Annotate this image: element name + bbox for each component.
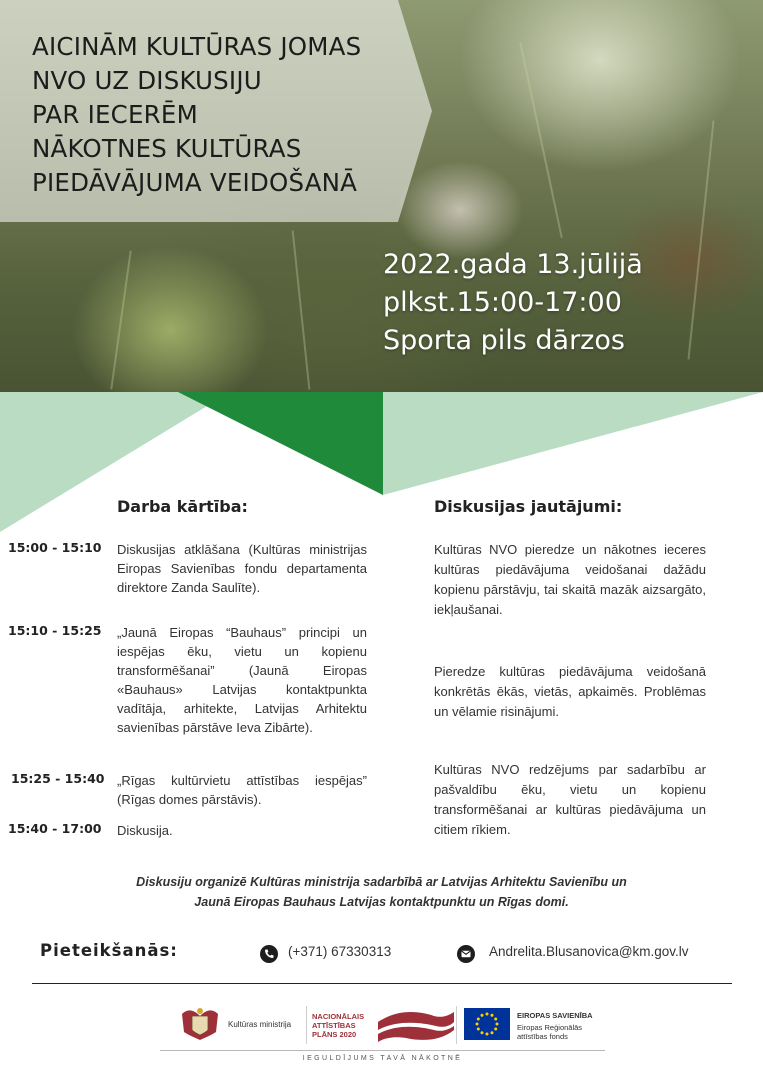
- organizer-line: Jaunā Eiropas Bauhaus Latvijas kontaktpunktu un Rīgas domi.: [194, 895, 569, 909]
- title-line: AICINĀM KULTŪRAS JOMAS: [32, 32, 362, 61]
- agenda-heading: Darba kārtība:: [117, 497, 248, 516]
- agenda-text: Diskusijas atklāšana (Kultūras ministrijas Eiropas Savienības fondu departamenta direktore Zanda Saulīte).: [117, 542, 367, 595]
- agenda-time: 15:10 - 15:25: [8, 623, 102, 638]
- event-time: plkst.15:00-17:00: [383, 287, 622, 318]
- logo-separator: [306, 1006, 307, 1044]
- mail-icon: [457, 945, 475, 963]
- question-item: Kultūras NVO pieredze un nākotnes ieceres kultūras piedāvājuma veidošanai dažādu kopienu pārstāvju, tai skaitā mazāk aizsargāto, iekļaušanai.: [434, 542, 706, 617]
- agenda-text: „Rīgas kultūrvietu attīstības iespējas” (Rīgas domes pārstāvis).: [117, 773, 367, 807]
- light-green-shape-right: [383, 392, 763, 495]
- coat-of-arms-icon: [178, 1006, 222, 1042]
- eu-flag-icon: [464, 1008, 510, 1040]
- eu-logo-subtitle: [517, 1023, 582, 1041]
- nap-line: PLĀNS 2020: [312, 1030, 357, 1039]
- phone-icon-glyph: [260, 945, 278, 963]
- hero-photo: [0, 0, 763, 392]
- funding-logos: [172, 1000, 607, 1060]
- agenda-text: „Jaunā Eiropas “Bauhaus” principi un iespējas ēku, vietu un kopienu transformēšanai” (Jaunā Eiropas «Bauhaus» Latvijas kontaktpunkta vadītāja, arhitekte, Latvijas Arhitektu savienības pārstāve Ieva Zibārte).: [117, 625, 367, 735]
- organizer-line: Diskusiju organizē Kultūras ministrija sadarbībā ar Latvijas Arhitektu Savienību un: [136, 875, 627, 889]
- eu-sub-line: attīstības fonds: [517, 1032, 568, 1041]
- title-line: PAR IECERĒM: [32, 100, 198, 129]
- nap-line: ATTĪSTĪBAS: [312, 1021, 356, 1030]
- photo-detail: [110, 251, 131, 390]
- ministry-logo-text: Kultūras ministrija: [228, 1020, 292, 1029]
- title-line: NVO UZ DISKUSIJU: [32, 66, 262, 95]
- event-details: [383, 246, 643, 360]
- footer-divider: [160, 1050, 605, 1051]
- decorative-band: [0, 392, 763, 542]
- organizer-note: [60, 872, 703, 912]
- photo-detail: [292, 230, 311, 389]
- logo-separator: [456, 1006, 457, 1044]
- email-link[interactable]: Andrelita.Blusanovica@km.gov.lv: [489, 944, 689, 959]
- event-date: 2022.gada 13.jūlijā: [383, 249, 643, 280]
- question-item: Kultūras NVO redzējums par sadarbību ar pašvaldību ēku, vietu un kopienu transformēšanai ar kultūras piedāvājuma un citiem rīkiem.: [434, 762, 706, 837]
- latvian-flag-icon: [376, 1008, 456, 1044]
- mail-icon-glyph: [457, 945, 475, 963]
- phone-link[interactable]: (+371) 67330313: [288, 944, 392, 959]
- agenda-time: 15:40 - 17:00: [8, 821, 102, 836]
- footer-slogan: IEGULDĪJUMS TAVĀ NĀKOTNĒ: [302, 1055, 463, 1062]
- agenda-time: 15:00 - 15:10: [8, 540, 102, 555]
- eu-logo-title: EIROPAS SAVIENĪBA: [517, 1011, 593, 1020]
- title-line: NĀKOTNES KULTŪRAS: [32, 134, 302, 163]
- nap-line: NACIONĀLAIS: [312, 1012, 365, 1021]
- agenda-time: 15:25 - 15:40: [11, 771, 105, 786]
- nap-logo-text: [312, 1012, 364, 1039]
- photo-detail: [519, 42, 563, 238]
- eu-sub-line: Eiropas Reģionālās: [517, 1023, 583, 1032]
- photo-detail: [687, 121, 714, 360]
- agenda-text: Diskusija.: [117, 823, 173, 838]
- title-line: PIEDĀVĀJUMA VEIDOŠANĀ: [32, 168, 358, 197]
- questions-heading: Diskusijas jautājumi:: [434, 497, 623, 516]
- registration-label: Pieteikšanās:: [40, 941, 178, 960]
- page-title: [32, 30, 361, 200]
- question-item: Pieredze kultūras piedāvājuma veidošanā konkrētās ēkās, vietās, apkaimēs. Problēmas un vēlamie risinājumi.: [434, 664, 706, 719]
- divider: [32, 983, 732, 984]
- event-location: Sporta pils dārzos: [383, 325, 625, 356]
- dark-green-shape: [178, 392, 383, 495]
- phone-icon: [260, 945, 278, 963]
